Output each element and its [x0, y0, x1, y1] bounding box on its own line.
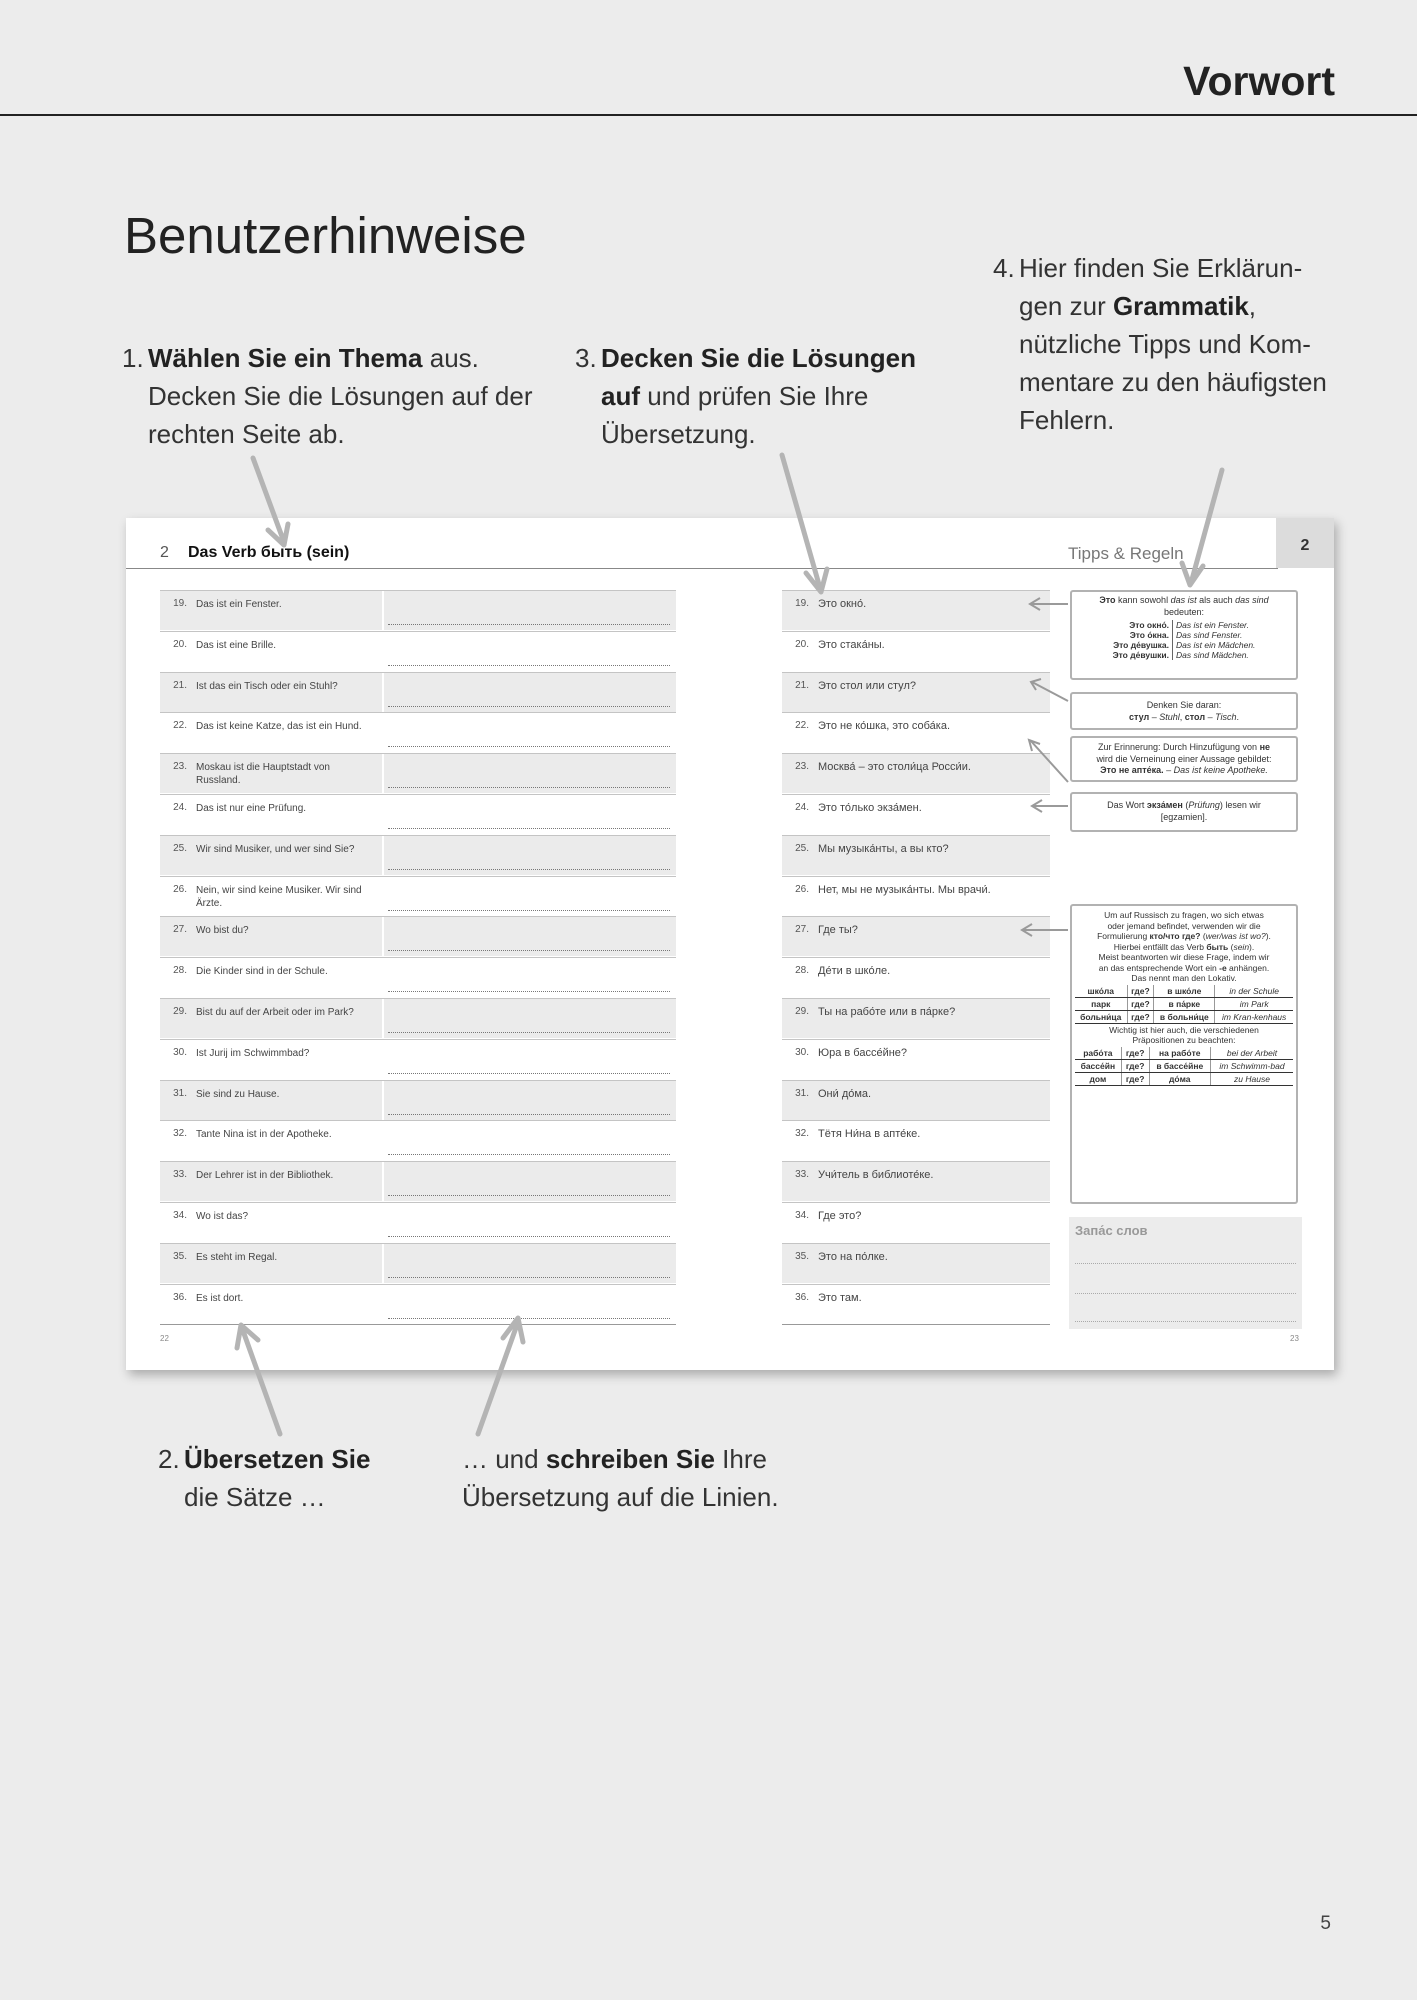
tip1-german: Das sind Fenster.	[1176, 630, 1243, 640]
lokativ-cell: парк	[1075, 997, 1127, 1010]
lokativ-cell: дом	[1075, 1072, 1121, 1085]
item-number: 34.	[795, 1210, 809, 1221]
arrow-step1	[253, 458, 288, 545]
russian-sentence: Москва́ – это столи́ца Росси́и.	[818, 761, 971, 774]
german-sentence: Der Lehrer ist in der Bibliothek.	[196, 1170, 334, 1182]
russian-sentence: Они́ до́ма.	[818, 1087, 872, 1100]
item-number: 32.	[795, 1128, 809, 1140]
item-number: 28.	[795, 965, 809, 977]
arrow-tip5	[1022, 924, 1068, 936]
item-number: 29.	[173, 1006, 187, 1017]
step-4-line4: mentare zu den häufigsten	[1019, 367, 1327, 397]
item-number: 27.	[795, 924, 809, 936]
step-1-number: 1.	[122, 343, 144, 373]
tip3-example: Это не апте́ка.	[1100, 765, 1164, 775]
tip5-p1: Um auf Russisch zu fragen, wo sich etwas	[1104, 910, 1264, 920]
tip5-p3d: wer/was ist wo?	[1205, 931, 1266, 941]
tip5-p4b: быть	[1206, 941, 1229, 952]
step-4-line3: nützliche Tipps und Kom-	[1019, 329, 1311, 359]
russian-sentence: Нет, мы не музыка́нты. Мы врачи́.	[818, 883, 991, 896]
step-3-rest: und prüfen Sie Ihre	[640, 381, 869, 411]
item-number: 30.	[795, 1046, 809, 1058]
tip5-m2: Präpositionen zu beachten:	[1132, 1035, 1236, 1045]
lokativ-cell: im Kran-kenhaus	[1215, 1010, 1293, 1023]
russian-sentence: Ты на рабо́те или в па́рке?	[818, 1006, 956, 1018]
step-2b-bold: schreiben Sie	[545, 1444, 715, 1474]
lokativ-cell: im Schwimm-bad	[1210, 1059, 1293, 1072]
item-number: 19.	[173, 598, 187, 609]
german-sentence: Ist das ein Tisch oder ein Stuhl?	[196, 680, 338, 692]
step-4-number: 4.	[993, 253, 1015, 283]
tip3-dash: –	[1163, 765, 1174, 775]
item-number: 27.	[173, 924, 187, 936]
tip1-text-b: als auch	[1196, 595, 1236, 605]
tip5-p2: oder jemand befindet, verwenden wir die	[1107, 920, 1261, 931]
arrow-tip3	[1029, 740, 1068, 782]
german-sentence: Bist du auf der Arbeit oder im Park?	[196, 1007, 354, 1018]
step-3-number: 3.	[575, 343, 597, 373]
tip1-das-ist: das ist	[1170, 595, 1197, 605]
item-number: 33.	[173, 1169, 187, 1181]
step-4-bold: Grammatik	[1112, 291, 1249, 321]
german-sentence: Wo ist das?	[196, 1211, 249, 1222]
tip2-stul: стул	[1128, 711, 1150, 722]
russian-sentence: Это стол или стул?	[818, 679, 916, 692]
arrow-step2	[237, 1325, 280, 1434]
tip5-p3b: кто/что где?	[1149, 931, 1201, 941]
russian-sentence: Это окно́.	[818, 598, 867, 610]
item-number: 32.	[173, 1128, 187, 1140]
lokativ-cell: zu Hause	[1210, 1072, 1293, 1085]
item-number: 21.	[173, 679, 187, 691]
tip5-p4d: sein	[1233, 941, 1250, 952]
german-sentence: Wir sind Musiker, und wer sind Sie?	[196, 843, 355, 855]
lokativ-cell: на рабо́те	[1149, 1047, 1210, 1060]
arrow-step2b	[478, 1318, 523, 1434]
step-2b-line2: Übersetzung auf die Linien.	[462, 1482, 779, 1512]
tip2-dash1: –	[1149, 711, 1160, 722]
lokativ-cell: im Park	[1215, 997, 1293, 1010]
item-number: 24.	[173, 802, 187, 813]
russian-sentence: Это то́лько экза́мен.	[818, 802, 922, 814]
lokativ-cell: больни́ца	[1075, 1010, 1127, 1023]
lokativ-cell: in der Schule	[1215, 985, 1293, 998]
step-2b-pre: … und	[462, 1444, 546, 1474]
step-3-bold-2: auf	[601, 381, 640, 411]
tip1-german: Das ist ein Fenster.	[1176, 620, 1249, 630]
german-sentence: Das ist ein Fenster.	[196, 599, 282, 610]
german-sentence: Das ist eine Brille.	[196, 639, 277, 651]
russian-sentence: Тётя Ни́на в апте́ке.	[818, 1128, 921, 1141]
item-number: 25.	[173, 842, 187, 854]
tip4-pruefung: Prüfung	[1188, 800, 1220, 810]
russian-sentence: Это стака́ны.	[818, 638, 885, 651]
tip4-pronunciation: [egzamien].	[1160, 811, 1208, 822]
arrow-tip4	[1032, 800, 1068, 812]
tip4-text-b: ) lesen wir	[1219, 800, 1261, 810]
arrow-tip2	[1031, 679, 1068, 701]
tip5-p4a: Hierbei entfällt das Verb	[1113, 941, 1207, 952]
tip4-paren-open: (	[1182, 800, 1189, 810]
tip5-m1: Wichtig ist hier auch, die verschiedenen	[1109, 1024, 1259, 1035]
tip2-dash2: –	[1205, 711, 1216, 722]
step-1-bold: Wählen Sie ein Thema	[148, 343, 423, 373]
tip3-line2: wird die Verneinung einer Aussage gebildet:	[1096, 753, 1272, 764]
tip2-period: .	[1236, 711, 1240, 722]
tip3-ne: не	[1259, 742, 1271, 752]
arrow-tip1	[1030, 598, 1068, 610]
left-page-number: 22	[160, 1334, 169, 1343]
german-sentence: Wo bist du?	[196, 925, 249, 937]
item-number: 23.	[173, 761, 187, 773]
item-number: 36.	[795, 1291, 809, 1303]
lokativ-cell: до́ма	[1149, 1072, 1210, 1085]
tip4-word: экза́мен	[1146, 800, 1183, 810]
german-sentence: Ist Jurij im Schwimmbad?	[196, 1047, 310, 1059]
step-4-comma: ,	[1248, 291, 1257, 321]
step-1-line3: rechten Seite ab.	[148, 419, 345, 449]
tip5-p6c: anhängen.	[1226, 962, 1270, 973]
header-title: Vorwort	[1183, 58, 1335, 104]
russian-sentence: Где ты?	[818, 924, 858, 937]
tip5-p6a: an das entsprechende Wort ein	[1098, 962, 1220, 973]
item-number: 25.	[795, 842, 809, 854]
step-4-line5: Fehlern.	[1019, 405, 1115, 435]
tip1-russian: Это де́вушки.	[1110, 650, 1173, 660]
item-number: 28.	[173, 965, 187, 977]
tip1-russian: Это о́кна.	[1110, 630, 1173, 640]
russian-sentence: Это не ко́шка, это соба́ка.	[818, 720, 950, 733]
tip5-p4e: ).	[1249, 941, 1255, 952]
tip2-stuhl: Stuhl	[1159, 711, 1180, 722]
russian-sentence: Это на по́лке.	[818, 1250, 888, 1263]
item-number: 33.	[795, 1169, 809, 1181]
russian-sentence: Де́ти в шко́ле.	[818, 965, 891, 978]
russian-sentence: Где это?	[818, 1210, 862, 1222]
tip1-das-sind: das sind	[1235, 595, 1269, 605]
lokativ-cell: шко́ла	[1075, 985, 1127, 998]
lokativ-cell: в па́рке	[1154, 997, 1215, 1010]
lokativ-cell: где?	[1121, 1072, 1149, 1085]
tip4-text-a: Das Wort	[1107, 800, 1147, 810]
tip2-comma: ,	[1179, 711, 1185, 722]
tip1-eto: Это	[1099, 595, 1116, 605]
item-number: 34.	[173, 1210, 187, 1221]
tip5-p4c: (	[1228, 941, 1234, 952]
lokativ-cell: рабо́та	[1075, 1047, 1121, 1060]
chapter-title: Das Verb быть (sein)	[188, 544, 350, 561]
german-sentence: Es steht im Regal.	[196, 1251, 278, 1263]
chapter-number: 2	[160, 544, 169, 561]
arrow-step4	[1182, 470, 1222, 585]
item-number: 35.	[173, 1250, 187, 1262]
lokativ-cell: bei der Arbeit	[1210, 1047, 1293, 1060]
lokativ-cell: где?	[1121, 1047, 1149, 1060]
item-number: 30.	[173, 1046, 187, 1058]
step-2-line2: die Sätze …	[184, 1482, 326, 1512]
tip5-p3a: Formulierung	[1097, 931, 1150, 941]
lokativ-cell: в шко́ле	[1154, 985, 1215, 998]
step-3-line3: Übersetzung.	[601, 419, 756, 449]
lokativ-cell: где?	[1127, 985, 1154, 998]
arrow-step3	[782, 455, 827, 592]
item-number: 20.	[173, 638, 187, 650]
item-number: 31.	[795, 1087, 809, 1099]
german-sentence: Das ist nur eine Prüfung.	[196, 803, 307, 814]
page-number: 5	[1320, 1913, 1331, 1934]
step-2-bold: Übersetzen Sie	[184, 1444, 371, 1474]
tip2-stol: стол	[1184, 711, 1206, 722]
tip2-tisch: Tisch	[1215, 711, 1237, 722]
lokativ-cell: где?	[1127, 997, 1154, 1010]
lokativ-cell: где?	[1121, 1059, 1149, 1072]
german-sentence: Sie sind zu Hause.	[196, 1088, 280, 1100]
tip5-p6b: -е	[1219, 962, 1227, 973]
item-number: 31.	[173, 1087, 187, 1099]
german-sentence: Es ist dort.	[196, 1292, 244, 1304]
item-number: 36.	[173, 1291, 187, 1303]
page-heading: Benutzerhinweise	[124, 207, 527, 264]
step-1-rest: aus.	[422, 343, 479, 373]
tip1-text-a: kann sowohl	[1115, 595, 1171, 605]
russian-sentence: Учи́тель в библиоте́ке.	[818, 1169, 934, 1182]
item-number: 20.	[795, 638, 809, 650]
item-number: 22.	[795, 720, 809, 732]
step-2b-rest: Ihre	[714, 1444, 767, 1474]
tip1-russian: Это окно́.	[1110, 620, 1173, 630]
german-sentence: Die Kinder sind in der Schule.	[196, 966, 328, 978]
lokativ-cell: в бассе́йне	[1149, 1059, 1210, 1072]
german-sentence: Das ist keine Katze, das ist ein Hund.	[196, 721, 362, 733]
item-number: 35.	[795, 1250, 809, 1262]
right-page-number: 23	[1290, 1334, 1299, 1343]
item-number: 19.	[795, 598, 809, 609]
russian-sentence: Это там.	[818, 1291, 862, 1304]
tip5-p5: Meist beantworten wir diese Frage, indem wir	[1098, 952, 1270, 962]
tip1-german: Das sind Mädchen.	[1176, 650, 1249, 660]
item-number: 29.	[795, 1006, 809, 1017]
german-sentence: Nein, wir sind keine Musiker. Wir sind Ärzte.	[196, 884, 362, 909]
vocab-title: Запа́с слов	[1075, 1223, 1148, 1238]
tip1-russian: Это де́вушка.	[1110, 640, 1173, 650]
russian-sentence: Юра в бассе́йне?	[818, 1046, 908, 1059]
item-number: 23.	[795, 761, 809, 773]
tip2-line1: Denken Sie daran:	[1146, 700, 1222, 710]
lokativ-cell: в больни́це	[1154, 1010, 1215, 1023]
tips-title: Tipps & Regeln	[1068, 544, 1184, 563]
russian-sentence: Мы музыка́нты, а вы кто?	[818, 842, 949, 855]
lokativ-cell: бассе́йн	[1075, 1059, 1121, 1072]
item-number: 24.	[795, 802, 809, 813]
step-4-pre: gen zur	[1019, 291, 1113, 321]
item-number: 26.	[173, 883, 187, 895]
lokativ-cell: где?	[1127, 1010, 1154, 1023]
tip1-german: Das ist ein Mädchen.	[1176, 640, 1256, 650]
tip5-p3e: ).	[1265, 931, 1271, 941]
step-4-line1: Hier finden Sie Erklärun-	[1019, 253, 1303, 283]
tip1-bedeuten: bedeuten:	[1163, 606, 1205, 617]
german-sentence: Moskau ist die Hauptstadt von Russland.	[196, 762, 330, 787]
item-number: 26.	[795, 883, 809, 895]
tip3-translation: Das ist keine Apotheke.	[1173, 765, 1268, 775]
item-number: 21.	[795, 679, 809, 691]
step-3-bold-1: Decken Sie die Lösungen	[601, 343, 916, 373]
tip5-p7: Das nennt man den Lokativ.	[1131, 973, 1237, 983]
item-number: 22.	[173, 720, 187, 732]
step-1-line2: Decken Sie die Lösungen auf der	[148, 381, 533, 411]
tip3-line1: Zur Erinnerung: Durch Hinzufügung von	[1097, 742, 1260, 752]
tip5-p3c: (	[1200, 931, 1206, 941]
chapter-tab: 2	[1276, 518, 1334, 568]
step-2-number: 2.	[158, 1444, 180, 1474]
german-sentence: Tante Nina ist in der Apotheke.	[196, 1129, 332, 1141]
